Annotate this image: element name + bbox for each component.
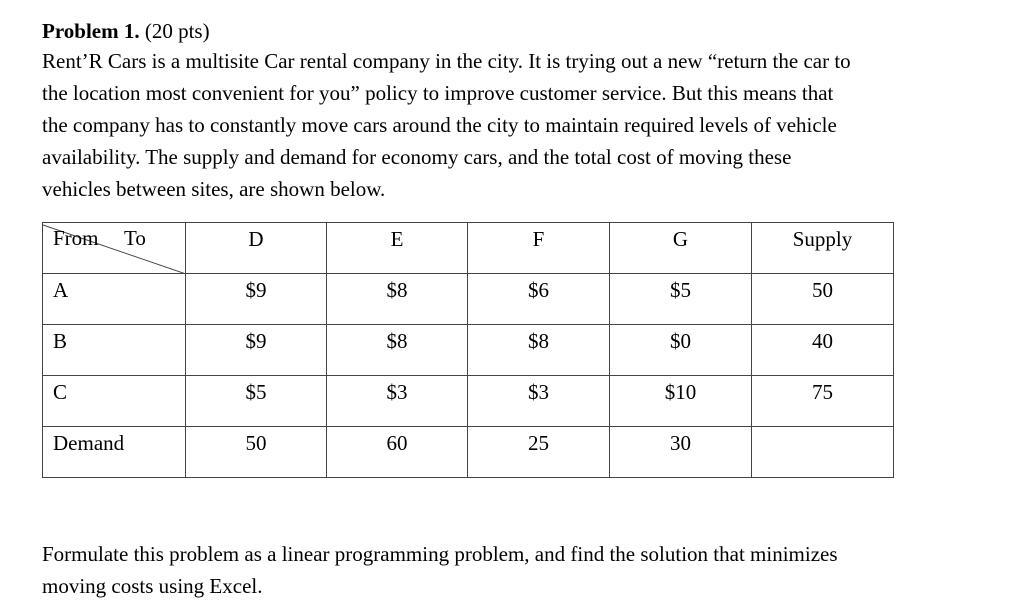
description-line: the location most convenient for you” policy to improve customer service. But this means that bbox=[42, 81, 834, 105]
description-line: vehicles between sites, are shown below. bbox=[42, 177, 386, 201]
problem-title: Problem 1. bbox=[42, 19, 140, 43]
instruction-line: Formulate this problem as a linear programming problem, and find the solution that minimizes bbox=[42, 542, 838, 566]
row-label-demand: Demand bbox=[43, 427, 186, 478]
cost-cell: $5 bbox=[186, 376, 327, 427]
row-label-c: C bbox=[43, 376, 186, 427]
cost-cell: $3 bbox=[468, 376, 610, 427]
cost-cell: $10 bbox=[610, 376, 752, 427]
cost-cell: $9 bbox=[186, 325, 327, 376]
table-row-b bbox=[43, 325, 894, 376]
to-label: To bbox=[124, 226, 146, 250]
empty-cell bbox=[752, 427, 894, 478]
cost-cell: $5 bbox=[610, 274, 752, 325]
demand-cell: 25 bbox=[468, 427, 610, 478]
cost-cell: $9 bbox=[186, 274, 327, 325]
demand-cell: 60 bbox=[327, 427, 468, 478]
supply-cell: 40 bbox=[752, 325, 894, 376]
table-row-c bbox=[43, 376, 894, 427]
problem-heading bbox=[42, 18, 210, 44]
corner-header-cell bbox=[43, 223, 186, 274]
instruction-line: moving costs using Excel. bbox=[42, 574, 263, 598]
cost-cell: $8 bbox=[327, 274, 468, 325]
cost-cell: $8 bbox=[327, 325, 468, 376]
cost-cell: $6 bbox=[468, 274, 610, 325]
cost-cell: $8 bbox=[468, 325, 610, 376]
problem-description bbox=[42, 45, 851, 205]
supply-cell: 50 bbox=[752, 274, 894, 325]
demand-cell: 50 bbox=[186, 427, 327, 478]
row-label-a: A bbox=[43, 274, 186, 325]
column-header-d: D bbox=[186, 223, 327, 274]
demand-cell: 30 bbox=[610, 427, 752, 478]
problem-points: (20 pts) bbox=[139, 19, 210, 43]
problem-instruction bbox=[42, 538, 838, 602]
from-label: From bbox=[53, 226, 99, 250]
row-label-b: B bbox=[43, 325, 186, 376]
column-header-f: F bbox=[468, 223, 610, 274]
cost-cell: $0 bbox=[610, 325, 752, 376]
column-header-g: G bbox=[610, 223, 752, 274]
table-row-demand bbox=[43, 427, 894, 478]
description-line: availability. The supply and demand for economy cars, and the total cost of moving these bbox=[42, 145, 792, 169]
transport-cost-table bbox=[42, 222, 894, 478]
column-header-e: E bbox=[327, 223, 468, 274]
description-line: Rent’R Cars is a multisite Car rental company in the city. It is trying out a new “return the car to bbox=[42, 49, 851, 73]
cost-cell: $3 bbox=[327, 376, 468, 427]
table-row-a bbox=[43, 274, 894, 325]
supply-cell: 75 bbox=[752, 376, 894, 427]
column-header-supply: Supply bbox=[752, 223, 894, 274]
table-header-row bbox=[43, 223, 894, 274]
description-line: the company has to constantly move cars around the city to maintain required levels of vehicle bbox=[42, 113, 837, 137]
